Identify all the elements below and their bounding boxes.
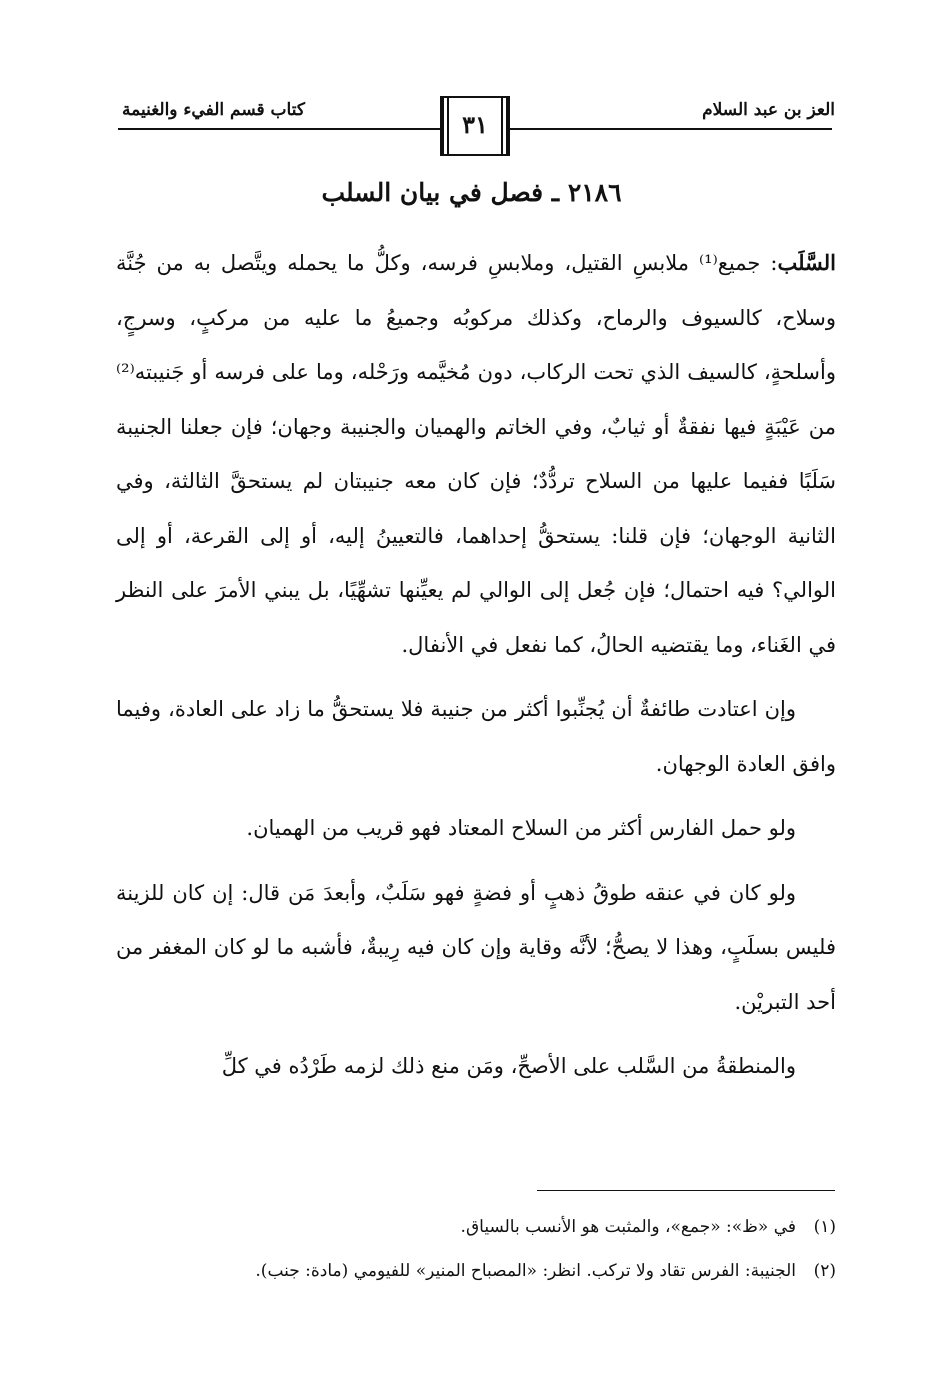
section-title: ٢١٨٦ ـ فصل في بيان السلب (321, 178, 622, 207)
footnote-number: (٢) (813, 1261, 836, 1281)
paragraph: والمنطقةُ من السَّلب على الأصحِّ، ومَن منع ذلك لزمه طَرْدُه في كلِّ (221, 1054, 796, 1078)
footnote (116, 1249, 836, 1293)
running-header-author: العز بن عبد السلام (702, 100, 835, 120)
paragraph (116, 236, 836, 672)
paragraph: وإن اعتادت طائفةٌ أن يُجنِّبوا أكثر من جنيبة فلا يستحقُّ ما زاد على العادة، وفيما وافق العادة الوجهان. (116, 697, 836, 776)
footnote-number: (١) (813, 1217, 836, 1237)
footnote-rule (537, 1190, 835, 1191)
paragraph-text: : جميع⁽¹⁾ ملابسِ القتيل، وملابسِ فرسه، وكلُّ ما يحمله ويتَّصل به من جُنَّة وسلاح، كالسيوف والرماح، وكذلك مركوبُه وجميعُ ما عليه من مركبٍ، وسرجٍ، وأسلحةٍ، كالسيف الذي تحت الركاب، دون مُخيَّمه ورَحْله، وما على فرسه أو جَنيبته⁽²⁾ من عَيْبَةٍ فيها نفقةٌ أو ثيابٌ، وفي الخاتم والهميان والجنيبة وجهان؛ فإن جعلنا الجنيبة سَلَبًا ففيما عليها من السلاح تردُّدٌ؛ فإن كان معه جنيبتان لم يستحقَّ الثالثة، وفي الثانية الوجهان؛ فإن قلنا: يستحقُّ إحداهما، فالتعيينُ إليه، أو إلى القرعة، أو إلى الوالي؟ فيه احتمال؛ فإن جُعل إلى الوالي لم يعيِّنها تشهِّيًا، بل يبني الأمرَ على النظر في الغَناء، وما يقتضيه الحالُ، كما نفعل في الأنفال. (116, 251, 836, 657)
footnote-text: الجنيبة: الفرس تقاد ولا تركب. انظر: «المصباح المنير» للفيومي (مادة: جنب). (255, 1261, 796, 1281)
footnotes (116, 1205, 836, 1293)
paragraph: ولو حمل الفارس أكثر من السلاح المعتاد فهو قريب من الهميان. (246, 816, 796, 840)
footnote-text: في «ظ»: «جمع»، والمثبت هو الأنسب بالسياق. (460, 1217, 796, 1237)
body-text (116, 236, 836, 1104)
header-rule-left (118, 128, 440, 130)
page-number: ٣١ (462, 110, 488, 139)
paragraph-lead-term: السَّلَب (777, 250, 836, 275)
page-number-frame (440, 96, 510, 156)
running-header-book-title: كتاب قسم الفيء والغنيمة (122, 100, 305, 120)
header-rule-right (510, 128, 832, 130)
footnote (116, 1205, 836, 1249)
paragraph: ولو كان في عنقه طوقُ ذهبٍ أو فضةٍ فهو سَلَبٌ، وأبعدَ مَن قال: إن كان للزينة فليس بسلَبٍ، وهذا لا يصحُّ؛ لأنَّه وقاية وإن كان فيه رِيبةٌ، فأشبه ما لو كان المغفر من أحد التبريْن. (116, 880, 836, 1014)
